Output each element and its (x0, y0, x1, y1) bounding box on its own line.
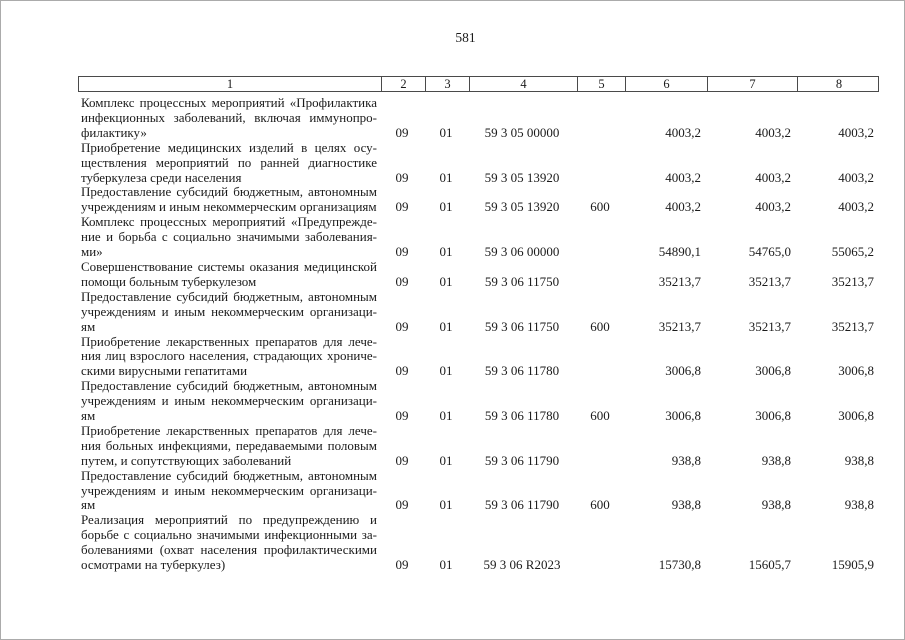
pr-cell: 01 (439, 408, 453, 424)
rz-cell: 09 (395, 124, 409, 140)
activity-name-line: осмотрами на туберкулез) (81, 557, 226, 573)
amount1-cell: 938,8 (671, 497, 701, 513)
amount2-cell: 4003,2 (755, 199, 791, 215)
activity-name (78, 260, 380, 290)
table-row (78, 185, 879, 215)
vr-cell: 600 (590, 497, 610, 513)
table-header-row (78, 76, 879, 92)
activity-name (78, 379, 380, 424)
activity-name-line: Предоставление субсидий бюджетным, автономным (81, 288, 377, 304)
amount3-cell: 55065,2 (831, 244, 874, 260)
table-row (78, 335, 879, 380)
activity-name-line: ществления мероприятий по ранней диагностике (81, 154, 377, 170)
amount1-cell: 35213,7 (658, 318, 701, 334)
rz-cell: 09 (395, 363, 409, 379)
amount2-cell: 3006,8 (755, 408, 791, 424)
activity-name (78, 185, 380, 215)
rz-cell: 09 (395, 318, 409, 334)
csr-cell: 59 3 06 R2023 (483, 557, 561, 573)
activity-name-line: филактику» (81, 124, 147, 140)
amount1-cell: 4003,2 (665, 124, 701, 140)
activity-name-line: ям (81, 497, 96, 513)
activity-name-line: Совершенствование системы оказания медицинской (81, 258, 377, 274)
rz-cell: 09 (395, 452, 409, 468)
activity-name (78, 141, 380, 186)
csr-cell: 59 3 06 11750 (484, 273, 560, 289)
rz-cell: 09 (395, 244, 409, 260)
column-header-2: 2 (381, 77, 425, 91)
page-number: 581 (455, 30, 476, 45)
activity-name-line: болеваниями (охват населения профилактическими (81, 542, 377, 558)
amount3-cell: 938,8 (844, 497, 874, 513)
rz-cell: 09 (395, 273, 409, 289)
activity-name (78, 215, 380, 260)
pr-cell: 01 (439, 244, 453, 260)
amount1-cell: 3006,8 (665, 408, 701, 424)
csr-cell: 59 3 06 11750 (484, 318, 560, 334)
amount2-cell: 938,8 (761, 452, 791, 468)
column-header-4: 4 (469, 77, 577, 91)
csr-cell: 59 3 05 13920 (484, 199, 560, 215)
activity-name-line: Предоставление субсидий бюджетным, автономным (81, 184, 377, 200)
table-row (78, 141, 879, 186)
amount2-cell: 54765,0 (748, 244, 791, 260)
amount1-cell: 4003,2 (665, 199, 701, 215)
amount3-cell: 4003,2 (838, 169, 874, 185)
amount3-cell: 3006,8 (838, 363, 874, 379)
rz-cell: 09 (395, 408, 409, 424)
activity-name-line: Реализация мероприятий по предупреждению и (81, 512, 377, 528)
activity-name-line: ние и борьба с социально значимыми заболевания- (81, 229, 377, 245)
pr-cell: 01 (439, 557, 453, 573)
pr-cell: 01 (439, 318, 453, 334)
activity-name-line: инфекционных заболеваний, включая иммунопро- (81, 109, 377, 125)
activity-name-line: путем, и сопутствующих заболеваний (81, 452, 292, 468)
table-row (78, 260, 879, 290)
table-row (78, 379, 879, 424)
activity-name (78, 96, 380, 141)
csr-cell: 59 3 06 00000 (484, 244, 560, 260)
activity-name-line: ния лиц взрослого населения, страдающих хрониче- (81, 348, 377, 364)
amount3-cell: 35213,7 (831, 273, 874, 289)
activity-name (78, 513, 380, 573)
rz-cell: 09 (395, 169, 409, 185)
pr-cell: 01 (439, 273, 453, 289)
csr-cell: 59 3 06 11780 (484, 408, 560, 424)
activity-name-line: скими вирусными гепатитами (81, 363, 248, 379)
table-row (78, 513, 879, 573)
vr-cell: 600 (590, 318, 610, 334)
amount2-cell: 15605,7 (748, 557, 791, 573)
amount3-cell: 4003,2 (838, 124, 874, 140)
activity-name-line: борьбе с социально значимыми инфекционными за- (81, 527, 377, 543)
activity-name-line: учреждениям и иным некоммерческим организаци- (81, 303, 377, 319)
csr-cell: 59 3 06 11790 (484, 452, 560, 468)
activity-name-line: Приобретение медицинских изделий в целях осу- (81, 139, 377, 155)
activity-name-line: учреждениям и иным некоммерческим организаци- (81, 393, 377, 409)
amount2-cell: 938,8 (761, 497, 791, 513)
activity-name-line: Предоставление субсидий бюджетным, автономным (81, 378, 377, 394)
amount3-cell: 35213,7 (831, 318, 874, 334)
activity-name-line: ния больных инфекциями, передаваемыми половым (81, 437, 377, 453)
activity-name (78, 469, 380, 514)
activity-name-line: ям (81, 408, 96, 424)
pr-cell: 01 (439, 452, 453, 468)
amount3-cell: 3006,8 (838, 408, 874, 424)
csr-cell: 59 3 05 00000 (484, 124, 560, 140)
csr-cell: 59 3 06 11780 (484, 363, 560, 379)
budget-table (78, 76, 879, 573)
amount3-cell: 4003,2 (838, 199, 874, 215)
activity-name (78, 290, 380, 335)
activity-name-line: Приобретение лекарственных препаратов для лече- (81, 422, 377, 438)
column-header-3: 3 (425, 77, 469, 91)
activity-name-line: Приобретение лекарственных препаратов для лече- (81, 333, 377, 349)
pr-cell: 01 (439, 124, 453, 140)
amount2-cell: 4003,2 (755, 124, 791, 140)
activity-name-line: учреждениям и иным некоммерческим организаци- (81, 482, 377, 498)
amount1-cell: 3006,8 (665, 363, 701, 379)
activity-name-line: ми» (81, 244, 103, 260)
rz-cell: 09 (395, 557, 409, 573)
amount3-cell: 938,8 (844, 452, 874, 468)
activity-name-line: Предоставление субсидий бюджетным, автономным (81, 467, 377, 483)
csr-cell: 59 3 05 13920 (484, 169, 560, 185)
column-header-8: 8 (797, 77, 880, 91)
amount1-cell: 15730,8 (658, 557, 701, 573)
table-row (78, 424, 879, 469)
amount1-cell: 54890,1 (658, 244, 701, 260)
pr-cell: 01 (439, 363, 453, 379)
table-row (78, 96, 879, 141)
amount2-cell: 35213,7 (748, 273, 791, 289)
vr-cell: 600 (590, 408, 610, 424)
column-header-6: 6 (625, 77, 707, 91)
table-row (78, 215, 879, 260)
pr-cell: 01 (439, 497, 453, 513)
amount2-cell: 4003,2 (755, 169, 791, 185)
activity-name-line: Комплекс процессных мероприятий «Профилактика (81, 95, 377, 110)
amount1-cell: 938,8 (671, 452, 701, 468)
table-row (78, 290, 879, 335)
column-header-1: 1 (226, 77, 234, 91)
pr-cell: 01 (439, 169, 453, 185)
csr-cell: 59 3 06 11790 (484, 497, 560, 513)
column-header-5: 5 (577, 77, 625, 91)
activity-name (78, 424, 380, 469)
table-row (78, 469, 879, 514)
activity-name (78, 335, 380, 380)
amount2-cell: 35213,7 (748, 318, 791, 334)
activity-name-line: Комплекс процессных мероприятий «Предупрежде- (81, 214, 377, 230)
amount1-cell: 4003,2 (665, 169, 701, 185)
pr-cell: 01 (439, 199, 453, 215)
table-body (78, 96, 879, 573)
column-header-7: 7 (707, 77, 797, 91)
activity-name-line: ям (81, 318, 96, 334)
amount3-cell: 15905,9 (831, 557, 874, 573)
rz-cell: 09 (395, 497, 409, 513)
amount2-cell: 3006,8 (755, 363, 791, 379)
activity-name-line: помощи больным туберкулезом (81, 273, 257, 289)
activity-name-line: туберкулеза среди населения (81, 169, 242, 185)
vr-cell: 600 (590, 199, 610, 215)
amount1-cell: 35213,7 (658, 273, 701, 289)
activity-name-line: учреждениям и иным некоммерческим организациям (81, 199, 377, 215)
rz-cell: 09 (395, 199, 409, 215)
